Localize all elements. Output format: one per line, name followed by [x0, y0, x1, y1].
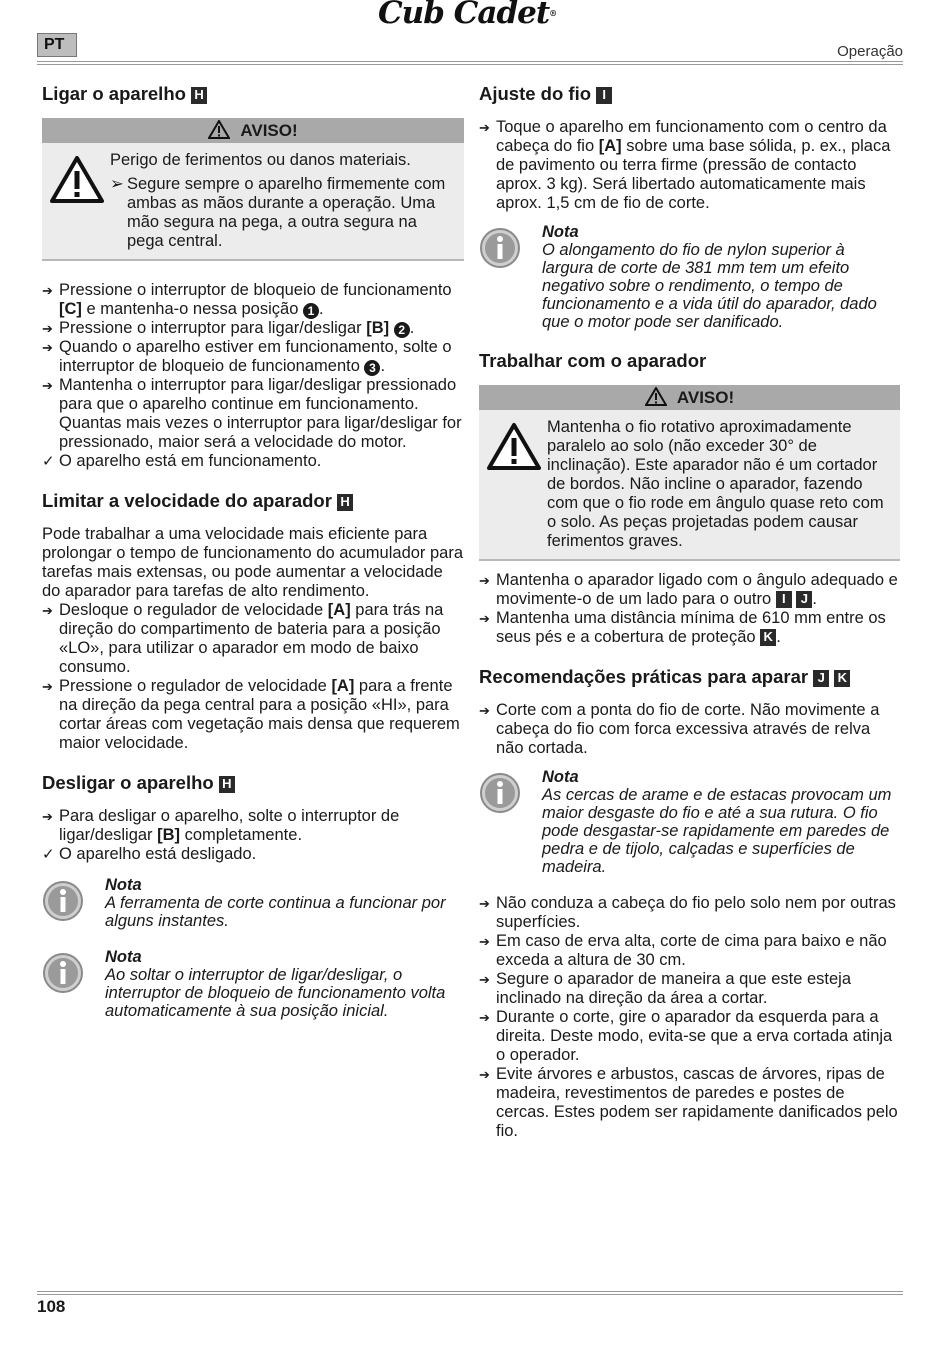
instruction-list: [479, 894, 900, 1141]
list-item: ➔ Mantenha uma distância mínima de 610 mm entre os seus pés e a cobertura de proteção K .: [479, 609, 900, 647]
result-item: ✓ O aparelho está desligado.: [42, 845, 464, 864]
list-item: ➔ Evite árvores e arbustos, cascas de árvores, ripas de madeira, revestimentos de paredes e postes de cercas. Estes podem ser rapidamente danificados pelo fio.: [479, 1065, 900, 1141]
section-title: Desligar o aparelho H: [42, 771, 464, 795]
section-ajuste: [479, 82, 900, 331]
section-name: Operação: [837, 43, 903, 60]
note-text: As cercas de arame e de estacas provocam um maior desgaste do fio e até a sua rutura. O fio pode desgastar-se rapidamente em paredes de pedra e de tijolo, calçadas e superfícies de madeira.: [542, 786, 892, 876]
list-item: ➔ Não conduza a cabeça do fio pelo solo nem por outras superfícies.: [479, 894, 900, 932]
figure-tag: I: [596, 87, 612, 104]
header-rule: [37, 61, 903, 62]
list-item: ➔ Segure o aparador de maneira a que este esteja inclinado na direção da área a cortar.: [479, 970, 900, 1008]
page-number: 108: [37, 1297, 66, 1316]
list-item: ➔ Pressione o regulador de velocidade [A] para a frente na direção da pega central para a posição «HI», para cortar áreas com vegetação mais densa que requerem maior velocidade.: [42, 677, 464, 753]
warning-body: [479, 410, 900, 559]
note-text: A ferramenta de corte continua a funcionar por alguns instantes.: [105, 894, 446, 930]
header-rule-2: [37, 64, 903, 65]
section-title: Ligar o aparelho H: [42, 82, 464, 106]
note-title: Nota: [542, 768, 579, 786]
brand-logo: Cub Cadet®: [378, 0, 557, 31]
instruction-list: [42, 601, 464, 753]
list-item: ➔ Para desligar o aparelho, solte o interruptor de ligar/desligar [B] completamente.: [42, 807, 464, 845]
note-title: Nota: [542, 223, 579, 241]
figure-tag: H: [191, 87, 207, 104]
warning-text: Perigo de ferimentos ou danos materiais.: [110, 151, 411, 169]
figure-tag: H: [337, 494, 353, 511]
result-item: ✓ O aparelho está em funcionamento.: [42, 452, 464, 471]
warning-text: Mantenha o fio rotativo aproximadamente paralelo ao solo (não exceder 30° de inclinação). Este aparador não é um cortador de bordos. Não incline o aparador, fazendo com que o fio rode em ângulo quase reto com o solo. As peças projetadas podem causar ferimentos graves.: [547, 418, 884, 550]
list-item: ➔ Quando o aparelho estiver em funcionamento, solte o interruptor de bloqueio de funcionamento 3 .: [42, 338, 464, 376]
footer-rule: [37, 1291, 903, 1292]
warning-bullet: ➢ Segure sempre o aparelho firmemente com ambas as mãos durante a operação. Uma mão segura na pega, a outra segura na pega central.: [110, 175, 446, 250]
warning-header: [479, 385, 900, 410]
list-item: ➔ Corte com a ponta do fio de corte. Não movimente a cabeça do fio com forca excessiva através de relva não cortada.: [479, 701, 900, 758]
language-badge: PT: [37, 33, 77, 57]
list-item: ➔ Pressione o interruptor de bloqueio de funcionamento [C] e mantenha-o nessa posição 1 .: [42, 281, 464, 319]
list-item: ➔ Pressione o interruptor para ligar/desligar [B] 2 .: [42, 319, 464, 338]
info-icon: [479, 227, 521, 274]
section-title: Ajuste do fio I: [479, 82, 900, 106]
section-limitar: [42, 489, 464, 753]
list-item: ➔ Mantenha o aparador ligado com o ângulo adequado e movimente-o de um lado para o outro I J .: [479, 571, 900, 609]
section-recomendacoes: [479, 665, 900, 1141]
note-box: [479, 768, 900, 876]
info-icon: [479, 772, 521, 819]
section-desligar: [42, 771, 464, 1020]
section-title: Trabalhar com o aparador: [479, 350, 707, 371]
instruction-list: [42, 807, 464, 864]
note-box: [42, 948, 464, 1020]
figure-tag: J: [813, 670, 829, 687]
list-item: ➔ Toque o aparelho em funcionamento com o centro da cabeça do fio [A] sobre uma base sólida, p. ex., placa de pavimento ou terra firme (pressão de contacto aprox. 3 kg). Será libertado automaticamente mais aprox. 1,5 cm de fio de corte.: [479, 118, 900, 213]
warning-body: [42, 143, 464, 259]
list-item: ➔ Durante o corte, gire o aparador da esquerda para a direita. Deste modo, evita-se que a erva cortada atinja o operador.: [479, 1008, 900, 1065]
right-column: [479, 82, 900, 1159]
note-text: O alongamento do fio de nylon superior à largura de corte de 381 mm tem um efeito negativo sobre o rendimento, o tempo de funcionamento e a vida útil do aparador, dado que o motor pode ser danificado.: [542, 241, 877, 331]
warning-icon: [487, 422, 541, 475]
warning-icon: [50, 155, 104, 208]
section-title: Limitar a velocidade do aparador H: [42, 489, 464, 513]
warning-box: [479, 385, 900, 561]
warning-box: [42, 118, 464, 261]
list-item: ➔ Desloque o regulador de velocidade [A] para trás na direção do compartimento de bateria para a posição «LO», para utilizar o aparador em modo de baixo consumo.: [42, 601, 464, 677]
note-title: Nota: [105, 876, 142, 894]
note-box: [42, 876, 464, 930]
paragraph: Pode trabalhar a uma velocidade mais eficiente para prolongar o tempo de funcionamento do acumulador para tarefas mais extensas, ou pode aumentar a velocidade do aparador para tarefas de alto rendimento.: [42, 525, 464, 600]
section-trabalhar: [479, 349, 900, 647]
warning-label: AVISO!: [676, 388, 735, 407]
figure-tag: K: [834, 670, 850, 687]
note-text: Ao soltar o interruptor de ligar/desligar, o interruptor de bloqueio de funcionamento volta automaticamente à sua posição inicial.: [105, 966, 446, 1020]
section-ligar: [42, 82, 464, 471]
info-icon: [42, 952, 84, 999]
footer-rule-2: [37, 1294, 903, 1295]
warning-label: AVISO!: [240, 121, 298, 140]
section-title: Recomendações práticas para aparar J K: [479, 665, 900, 689]
list-item: ➔ Mantenha o interruptor para ligar/desligar pressionado para que o aparelho continue em funcionamento. Quantas mais vezes o interruptor para ligar/desligar for pressionado, maior será a velocidade do motor.: [42, 376, 464, 452]
note-title: Nota: [105, 948, 142, 966]
list-item: ➔ Em caso de erva alta, corte de cima para baixo e não exceda a altura de 30 cm.: [479, 932, 900, 970]
info-icon: [42, 880, 84, 927]
figure-tag: H: [219, 776, 235, 793]
instruction-list: [479, 571, 900, 647]
instruction-list: [479, 118, 900, 213]
left-column: [42, 82, 464, 1038]
warning-header: [42, 118, 464, 143]
instruction-list: [42, 281, 464, 471]
note-box: [479, 223, 900, 331]
instruction-list: [479, 701, 900, 758]
